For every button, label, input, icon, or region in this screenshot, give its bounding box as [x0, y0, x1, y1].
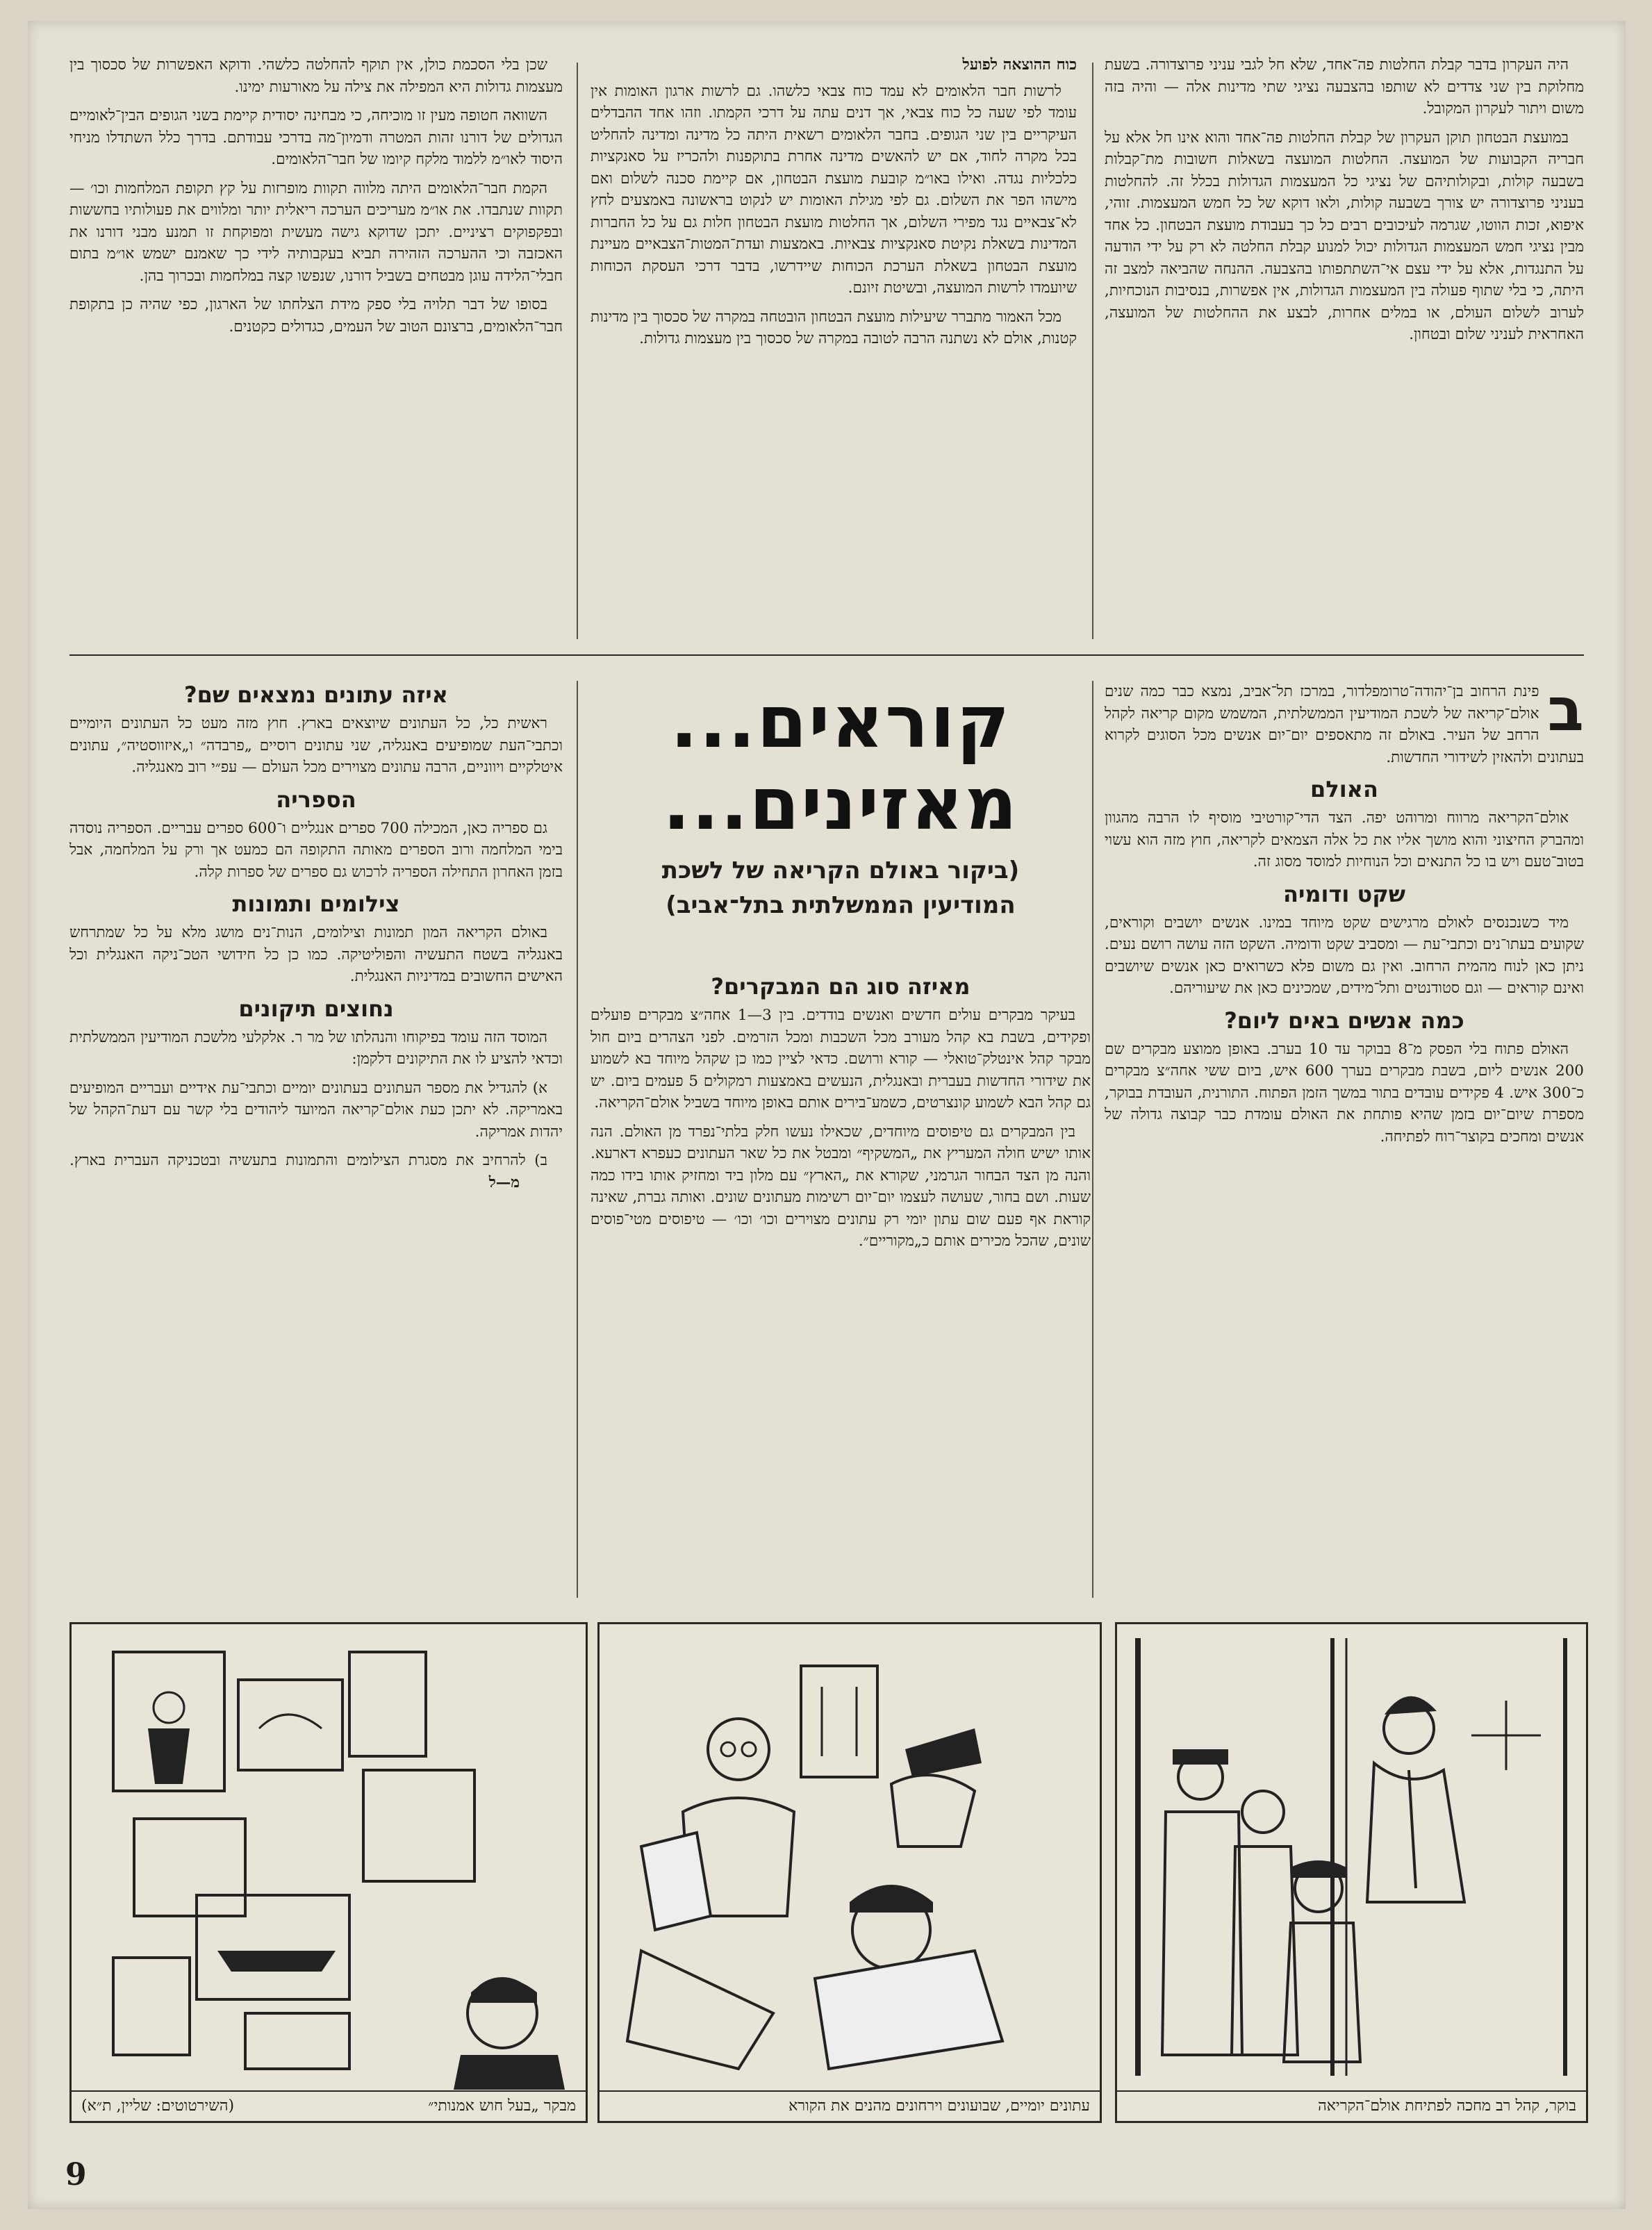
section-heading: צילומים ותמונות	[232, 891, 400, 917]
section-divider	[69, 654, 1584, 656]
section-text: גם ספריה כאן, המכילה 700 ספרים אנגליים ו־600 ספרים עבריים. הספריה נוסדה בימי המלחמה ורוב הספרים מאותה התקופה הם כמעט אך ורק על המלחמה, אבל בזמן האחרון התחילה הספריה לרכוש גם ספרים של ספרות קלה.	[69, 819, 563, 881]
cartoon-caption-left-text: מבקר „בעל חוש אמנותי״	[428, 2097, 576, 2115]
list-item: א) להגדיל את מספר העתונים בעתונים יומיים וכתבי־עת אידיים ועבריים המופיעים באמריקה. לא יתכן כעת אולם־קריאה המיועד ליהודים בלי קשר עם דעת־הקהל של יהדות אמריקה.	[69, 1079, 563, 1141]
section-heading: שקט ודומיה	[1282, 880, 1406, 907]
article-column-middle	[590, 973, 1091, 1605]
cartoon-caption-middle: עתונים יומיים, שבועונים וירחונים מהנים את הקורא	[600, 2090, 1100, 2121]
section-text: מיד כשנכנסים לאולם מרגישים שקט מיוחד במינו. אנשים יושבים וקוראים, שקועים בעתו־נים וכתבי־עת — ומסביב שקט ודומיה. השקט הזה עושה רושם נעים. ניתן כאן לנוח מהמית הרחוב. ואין גם משום פלא כשרואים כאן אנשים שיושבים ואינם קוראים — וגם סטודנטים ותל־מידים, שמכינים כאן את שיעוריהם.	[1105, 914, 1584, 997]
top-middle-paragraph: לרשות חבר הלאומים לא עמד כוח צבאי כלשהו. גם לרשות ארגון האומות אין עומד לפי שעה כל כוח צבאי, אך דנים עתה על דרכי הקמתו. וזהו אחד ההבדלים העיקריים בין שני הגופים. בחבר הלאומים רשאית היתה כל מדינה ומדינה להחליט בכל מקרה לחוד, אם יש להאשים מדינה אחרת בתוקפנות ולהכריז על סאנקציות כלכליות נגדה. ואילו באו״מ קובעת מועצת הבטחון, אם קיימת סכנה לשלום ואם מישהו הפר את השלום. גם לפי מגילת האומות יש לנקוט בראשונה באמצעים לחץ לא־צבאיים נגד מפירי השלום, אך החלטות מועצת הבטחון חלות גם על כל החברות המדינות בשאלת נקיטת סאנקציות צבאיות. באמצעות ועדת־המטות־הצבאיים מעיינת מועצת הבטחון בשאלת הערכת הכוחות שיידרשו, בדבר דרכי העסקת הכוחות שיועמדו לרשות המועצה, ובשיטת זיונם.	[590, 82, 1077, 297]
section-heading: כמה אנשים באים ליום?	[1224, 1007, 1464, 1034]
section-heading: נחוצים תיקונים	[238, 995, 394, 1022]
section-text: באולם הקריאה המון תמונות וצילומים, הנות־נים מושג מלא על כל שמתרחש באנגליה בשטח התעשיה והפוליטיקה. כמו כן כל חידושי הטכ־ניקה האנגלית וכל האישים החשובים במדיניות האנגלית.	[69, 924, 563, 985]
cartoon-panel-right	[1115, 1622, 1588, 2123]
article-subtitle: (ביקור באולם הקריאה של לשכת המודיעין הממשלתית בתל־אביב)	[661, 857, 1020, 919]
cartoon-gallery-illustration	[72, 1624, 586, 2090]
article-title-line1: קוראים...	[670, 679, 1011, 764]
top-column-left	[69, 54, 563, 638]
top-column-right	[1105, 54, 1584, 638]
list-item	[69, 1150, 563, 1194]
section-text: המוסד הזה עומד בפיקוחו והנהלתו של מר ר. אלקלעי מלשכת המודיעין הממשלתית וכדאי להציע לו את התיקונים דלקמן:	[69, 1028, 563, 1068]
column-divider	[577, 63, 578, 639]
section-text: ראשית כל, כל העתונים שיוצאים בארץ. חוץ מזה מעט כל העתונים היומיים וכתבי־העת שמופיעים באנגליה, שני עתונים רוסיים „פרבדה״ ו„איזווסטיה״, עתונים איטלקיים ויווניים, הרבה עתונים מצוירים מכל העולם — עפ״י רוב מאנגליה.	[69, 715, 563, 776]
top-left-paragraph: בסופו של דבר תלויה בלי ספק מידת הצלחתו של הארגון, כפי שהיה כן בתקופת חבר־הלאומים, ברצונם הטוב של העמים, כגדולים כקטנים.	[69, 296, 563, 336]
top-left-paragraph: השוואה חטופה מעין זו מוכיחה, כי מבחינה יסודית קיימת בשני הגופים הבין־לאומיים הגדולים של דורנו זהות המטרה ודמיון־מה בדרכי עבודתם. בדרך כלל השתדלו מניחי היסוד לאו״מ ללמוד מלקח קיומו של חבר־הלאומים.	[69, 107, 563, 168]
top-left-paragraph: שכן בלי הסכמת כולן, אין תוקף להחלטה כלשהי. ודוקא האפשרות של סכסוך בין מעצמות גדולות היא המפילה את צילה על מאורעות ימינו.	[69, 56, 563, 96]
cartoon-queue-illustration	[1117, 1624, 1586, 2090]
subheading-enforcement: כוח ההוצאה לפועל	[962, 56, 1077, 74]
section-text: בעיקר מבקרים עולים חדשים ואנשים בודדים. בין 3—1 אחה״צ מבקרים פועלים ופקידים, בשבת בא קהל מעורב מכל השכבות ומכל הזרמים. לפני הצהרים ביום חול מבקר קהל אינטלק־טואלי — קורא ורושם. כדאי לציין כמו כן שקהל מיוחד בא לשמוע את שידורי החדשות בעברית ובאנגלית, הנעשים באמצעות רמקולים 5 פעמים ביום. יש גם קהל הבא לשמוע קונצרטים, כשמע־בירים אותם באופן מיוחד בשביל אולם־הקריאה.	[590, 1007, 1091, 1112]
section-heading: האולם	[1310, 776, 1378, 802]
illustration-credit: (השירטוטים: שליין, ת״א)	[81, 2097, 235, 2115]
article-title-line2: מאזינים...	[663, 761, 1018, 846]
article-intro: פינת הרחוב בן־יהודה־טרומפלדור, במרכז תל־אביב, נמצא כבר כמה שנים אולם־קריאה של לשכת המודיעין הממשלתית, המשמש מקום קריאה לקהל הרחב של העיר. באולם זה מתאספים יום־יום אנשים מכל הסוגים לקרוא בעתונים ולהאזין לשידורי החדשות.	[1105, 683, 1584, 766]
article-column-left	[69, 681, 563, 1605]
section-heading: הספריה	[276, 786, 356, 813]
cartoon-caption-left	[72, 2090, 586, 2121]
column-divider	[1092, 63, 1093, 639]
top-right-paragraph: היה העקרון בדבר קבלת החלטות פה־אחד, שלא חל לגבי עניני פרוצדורה. בשעת מחלוקת בין שני צדדים לא שותפו בהצבעה נציגי שתי מדינות אלה — והיה בזה משום ויתור לעקרון המקובל.	[1105, 56, 1584, 117]
top-right-paragraph: במועצת הבטחון תוקן העקרון של קבלת החלטות פה־אחד והוא אינו חל אלא על חבריה הקבועות של המועצה. החלטות המועצה בשאלות חשובות מת־קבלות בשבעה קולות, ובקולותיהם של נציגי כל המעצמות הגדולות בכלל זה. להחלטות בעניני פרוצדורה יש צורך בשבעה קולות, ולאו דוקא של כל חמש המעצמות. זוהי, איפוא, זכות הווטו, שגרמה לעיכובים רבים כל כך בעבודת מועצת הבטחון. כל אחד מבין נציגי חמש המעצמות הגדולות יכול למנוע קבלת החלטה לא רק על ידי הודעה על התנגדות, אלא על ידי עצם אי־השתתפותו בהצבעה. ההנחה שהביאה למצב זה היתה, כי בלי שתוף פעולה בין המעצמות הגדולות, אין אפשרות, בנסיבות הנוכחיות, לערוב לשלום העולם, או במלים אחרות, לבצע את ההחלטות של המועצה, האחראית לעניני שלום ובטחון.	[1105, 129, 1584, 343]
cartoon-readers-illustration	[600, 1624, 1100, 2090]
column-divider	[1092, 681, 1093, 1598]
section-text: אולם־הקריאה מרווח ומרוהט יפה. הצד הדי־קורטיבי מוסיף לו הרבה מהגוון ומהברק החיצוני והוא מושך אליו את כל אלה הצמאים לקריאה, חוץ מזה הוא עשוי בטוב־טעם ויש בו כל התנאים וכל הנוחיות למוסד מסוג זה.	[1105, 809, 1584, 870]
list-item-text: ב) להרחיב את מסגרת הצילומים והתמונות בתעשיה ובטכניקה העברית בארץ.	[69, 1152, 547, 1169]
cartoon-panel-middle	[597, 1622, 1102, 2123]
author-signature: מ—ל	[488, 1173, 520, 1191]
section-heading: מאיזה סוג הם המבקרים?	[711, 973, 970, 1000]
cartoon-panel-left	[69, 1622, 588, 2123]
newspaper-page	[28, 21, 1626, 2209]
top-left-paragraph: הקמת חבר־הלאומים היתה מלווה תקוות מופרזות על קץ תקופת המלחמות וכו׳ — תקוות שנתבדו. את או״מ מעריכים הערכה ריאלית יותר ומלווים את פעולותיו בחששות ובפקפוקים רציניים. יתכן שדוקא גישה מעשית ומפוקחת זו תמנע מבני דורנו את האכזבה וכי ההערכה הזהירה תביא בעקבותיה לידי כך שאמנם ישמש או״מ בתום חבלי־הלידה עוגן מבטחים בשביל דורנו, שנפשו קצה במלחמות ובכרוך בהן.	[69, 179, 563, 285]
section-text: האולם פתוח בלי הפסק מ־8 בבוקר עד 10 בערב. באופן ממוצע מבקרים שם 200 אנשים ליום, בשבת מבקרים בערך 600 איש, ביום ששי אחה״צ מבקרים כ־300 איש. 4 פקידים עובדים בתור במשך הזמן הפתוח. התורנית, העובדת בבוקר, מספרת שיום־יום בזמן שהיא פותחת את האולם עומדת כבר קבוצה גדולה של אנשים ומחכים בקוצר־רוח לפתיחה.	[1105, 1040, 1584, 1146]
section-heading: איזה עתונים נמצאים שם?	[184, 682, 448, 708]
article-title-block	[590, 681, 1091, 966]
page-number: 9	[65, 2157, 87, 2192]
section-text: בין המבקרים גם טיפוסים מיוחדים, שכאילו נעשו חלק בלתי־נפרד מן האולם. הנה אותו ישיש חולה המעריץ את „המשקיף״ ומבטל את כל שאר העתונים כעפרא דארעא. והנה מן הצד הבחור הגרמני, שקורא את „הארץ״ עם מלון ביד ומחזיק אותו בידו כמה שעות. ושם בחור, שעושה לעצמו יום־יום רשימות מעתונים שונים. ואותה גברת, שאינה קוראת אף פעם שום עתון יומי רק עתונים מצוירים וכו׳ וכו׳ — טיפוסים מטי־פוסים שונים, שהכל מכירים אותם כ„מקוריים״.	[590, 1123, 1091, 1250]
top-middle-paragraph: מכל האמור מתברר שיעילות מועצת הבטחון הובטחה במקרה של סכסוך בין מדינות קטנות, אולם לא נשתנה הרבה לטובה במקרה של סכסוך בין מעצמות גדולות.	[590, 308, 1077, 347]
cartoon-caption-right: בוקר, קהל רב מחכה לפתיחת אולם־הקריאה	[1117, 2090, 1586, 2121]
drop-cap: ב	[1547, 681, 1584, 745]
top-column-middle	[590, 54, 1077, 638]
column-divider	[577, 681, 578, 1598]
article-column-right	[1105, 681, 1584, 1605]
